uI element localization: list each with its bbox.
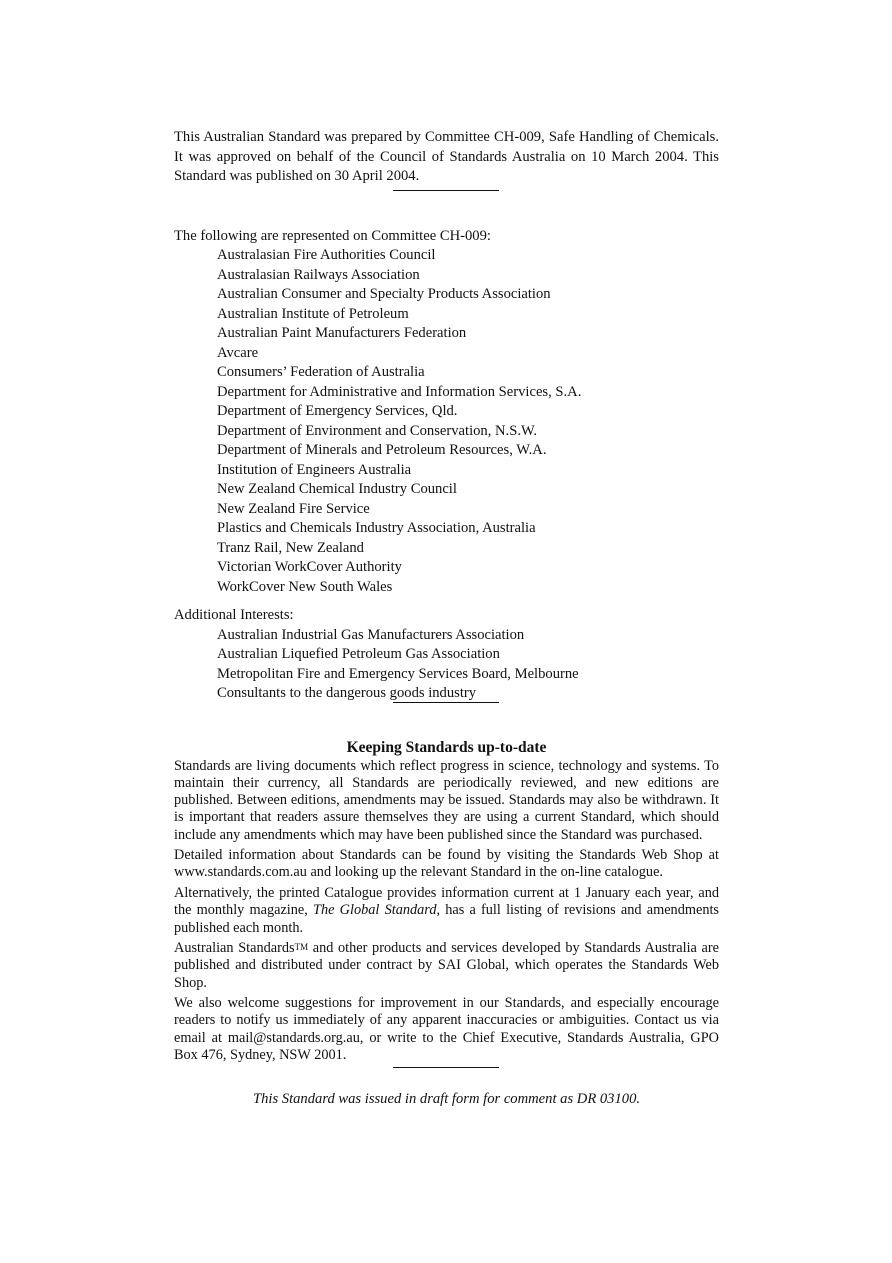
organisation-item: Tranz Rail, New Zealand	[217, 539, 364, 556]
document-page	[174, 128, 719, 1109]
catalogue-text-after: , has a full listing of revisions and amendments published each month.	[174, 902, 719, 936]
organisation-item: New Zealand Chemical Industry Council	[217, 481, 457, 497]
organisation-item: Australasian Fire Authorities Council	[217, 247, 436, 263]
organisation-item: Consultants to the dangerous goods industry	[217, 685, 477, 701]
organisation-item: Victorian WorkCover Authority	[217, 559, 402, 575]
catalogue-text-before: Alternatively, the printed Catalogue provides information current at 1 January each year, and the monthly magazine,	[174, 884, 719, 919]
organisation-item: Australian Consumer and Specialty Products Association	[217, 286, 551, 302]
sai-global-paragraph	[174, 940, 719, 992]
organisation-item: Metropolitan Fire and Emergency Services Board, Melbourne	[217, 665, 579, 682]
trademark-mark: TM	[294, 942, 309, 953]
organisation-item: Consumers’ Federation of Australia	[217, 364, 425, 380]
living-documents-paragraph: Standards are living documents which reflect progress in science, technology and systems. To maintain their currency, all Standards are periodically reviewed, and new editions are published. Between editions, amendments may be issued. Standards may also be withdrawn. It is important that readers assure themselves they are using a current Standard, which should include any amendments which may have been published since the Standard was purchased.	[174, 757, 719, 843]
organisation-item: Institution of Engineers Australia	[217, 461, 412, 478]
additional-interests-list	[174, 626, 719, 704]
suggestions-paragraph: We also welcome suggestions for improvement in our Standards, and especially encourage readers to notify us immediately of any apparent inaccuracies or ambiguities. Contact us via email at mail@standards.org.au, or write to the Chief Executive, Standards Australia, GPO Box 476, Sydney, NSW 2001.	[174, 995, 719, 1063]
committee-heading: The following are represented on Committee CH-009:	[174, 227, 491, 244]
organisation-item: Australian Liquefied Petroleum Gas Association	[217, 646, 500, 662]
organisation-item: Australian Institute of Petroleum	[217, 305, 409, 322]
organisation-item: Department for Administrative and Information Services, S.A.	[217, 383, 582, 400]
organisation-item: New Zealand Fire Service	[217, 500, 370, 517]
organisation-item: Australian Paint Manufacturers Federation	[217, 325, 467, 341]
catalogue-paragraph	[174, 885, 719, 937]
committee-member-list	[174, 246, 719, 597]
approval-paragraph: This Australian Standard was prepared by Committee CH-009, Safe Handling of Chemicals. It was approved on behalf of the Council of Standards Australia on 10 March 2004. This Standard was published on 30 April 2004.	[174, 129, 719, 184]
magazine-title: The Global Standard	[313, 902, 437, 919]
organisation-item: Australasian Railways Association	[217, 266, 420, 283]
draft-note: This Standard was issued in draft form for comment as DR 03100.	[252, 1091, 641, 1108]
organisation-item: Plastics and Chemicals Industry Association, Australia	[217, 520, 536, 536]
additional-interests-heading: Additional Interests:	[174, 607, 294, 623]
organisation-item: Department of Minerals and Petroleum Resources, W.A.	[217, 442, 547, 458]
sai-text-after: and other products and services developed by Standards Australia are published and distributed under contract by SAI Global, which operates the Standards Web Shop.	[174, 940, 720, 991]
sai-text-before: Australian Standards	[174, 940, 295, 957]
web-shop-paragraph: Detailed information about Standards can be found by visiting the Standards Web Shop at www.standards.com.au and looking up the relevant Standard in the on-line catalogue.	[174, 847, 719, 881]
organisation-item: Department of Emergency Services, Qld.	[217, 403, 458, 419]
organisation-item: Avcare	[217, 344, 259, 361]
keeping-standards-heading: Keeping Standards up-to-date	[346, 738, 547, 756]
organisation-item: Australian Industrial Gas Manufacturers Association	[217, 626, 525, 643]
organisation-item: WorkCover New South Wales	[217, 578, 393, 595]
organisation-item: Department of Environment and Conservation, N.S.W.	[217, 422, 538, 439]
